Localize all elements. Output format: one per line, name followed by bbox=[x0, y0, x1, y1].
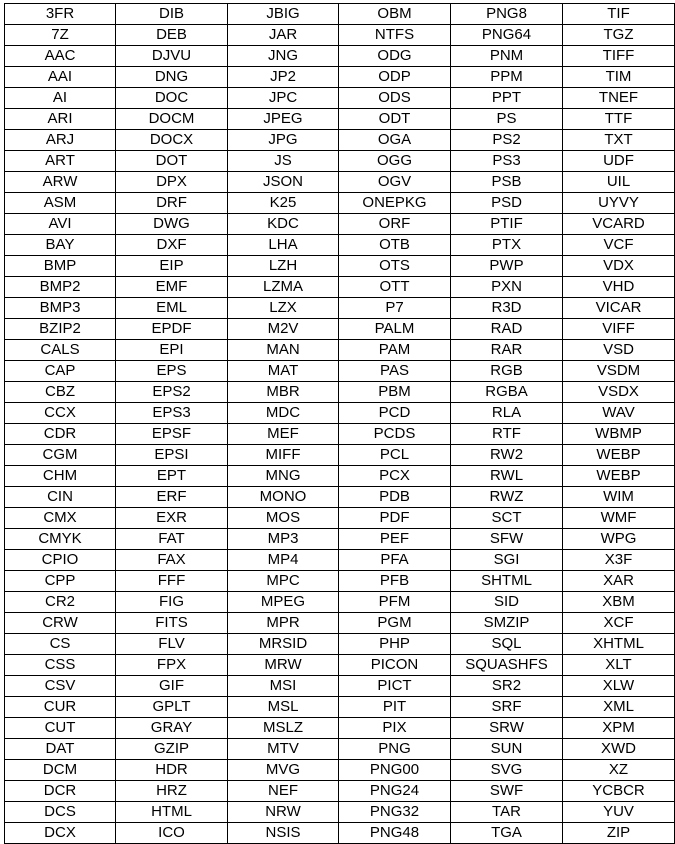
table-cell: FIG bbox=[116, 592, 228, 613]
table-cell: ASM bbox=[5, 193, 116, 214]
table-cell: MIFF bbox=[228, 445, 339, 466]
table-cell: RAD bbox=[451, 319, 563, 340]
table-row bbox=[5, 529, 675, 550]
table-cell: WPG bbox=[563, 529, 675, 550]
table-cell: PFA bbox=[339, 550, 451, 571]
table-cell: BMP2 bbox=[5, 277, 116, 298]
table-cell: JS bbox=[228, 151, 339, 172]
table-cell: PNG bbox=[339, 739, 451, 760]
table-row bbox=[5, 613, 675, 634]
table-cell: ZIP bbox=[563, 823, 675, 844]
table-cell: NRW bbox=[228, 802, 339, 823]
table-cell: SQL bbox=[451, 634, 563, 655]
table-cell: MNG bbox=[228, 466, 339, 487]
table-cell: ARJ bbox=[5, 130, 116, 151]
table-cell: PXN bbox=[451, 277, 563, 298]
table-cell: MAN bbox=[228, 340, 339, 361]
table-cell: MP4 bbox=[228, 550, 339, 571]
table-cell: SMZIP bbox=[451, 613, 563, 634]
table-cell: TGZ bbox=[563, 25, 675, 46]
table-cell: FITS bbox=[116, 613, 228, 634]
table-cell: NTFS bbox=[339, 25, 451, 46]
table-cell: WIM bbox=[563, 487, 675, 508]
table-cell: JSON bbox=[228, 172, 339, 193]
table-cell: XWD bbox=[563, 739, 675, 760]
table-cell: PNG8 bbox=[451, 4, 563, 25]
table-cell: CIN bbox=[5, 487, 116, 508]
table-cell: DJVU bbox=[116, 46, 228, 67]
table-cell: CMX bbox=[5, 508, 116, 529]
table-cell: PPT bbox=[451, 88, 563, 109]
table-cell: PIX bbox=[339, 718, 451, 739]
table-cell: WEBP bbox=[563, 445, 675, 466]
table-cell: WBMP bbox=[563, 424, 675, 445]
table-cell: AAI bbox=[5, 67, 116, 88]
table-cell: PCD bbox=[339, 403, 451, 424]
table-row bbox=[5, 340, 675, 361]
table-cell: LHA bbox=[228, 235, 339, 256]
table-cell: PEF bbox=[339, 529, 451, 550]
table-cell: YCBCR bbox=[563, 781, 675, 802]
table-cell: FLV bbox=[116, 634, 228, 655]
table-cell: OGV bbox=[339, 172, 451, 193]
table-cell: BMP bbox=[5, 256, 116, 277]
table-cell: CPIO bbox=[5, 550, 116, 571]
table-cell: OGA bbox=[339, 130, 451, 151]
table-cell: ERF bbox=[116, 487, 228, 508]
file-format-table bbox=[4, 3, 675, 844]
table-cell: TGA bbox=[451, 823, 563, 844]
table-cell: GRAY bbox=[116, 718, 228, 739]
table-cell: JPEG bbox=[228, 109, 339, 130]
table-cell: ICO bbox=[116, 823, 228, 844]
table-cell: PS3 bbox=[451, 151, 563, 172]
table-cell: CPP bbox=[5, 571, 116, 592]
table-cell: SVG bbox=[451, 760, 563, 781]
table-cell: RWL bbox=[451, 466, 563, 487]
table-row bbox=[5, 277, 675, 298]
table-cell: SGI bbox=[451, 550, 563, 571]
table-row bbox=[5, 382, 675, 403]
table-cell: CBZ bbox=[5, 382, 116, 403]
table-cell: BZIP2 bbox=[5, 319, 116, 340]
table-cell: JPG bbox=[228, 130, 339, 151]
table-row bbox=[5, 25, 675, 46]
table-cell: PICT bbox=[339, 676, 451, 697]
table-row bbox=[5, 130, 675, 151]
table-cell: PGM bbox=[339, 613, 451, 634]
table-cell: VIFF bbox=[563, 319, 675, 340]
table-cell: SR2 bbox=[451, 676, 563, 697]
table-cell: MTV bbox=[228, 739, 339, 760]
table-row bbox=[5, 46, 675, 67]
table-cell: WEBP bbox=[563, 466, 675, 487]
table-cell: PPM bbox=[451, 67, 563, 88]
table-cell: EPS bbox=[116, 361, 228, 382]
table-cell: M2V bbox=[228, 319, 339, 340]
table-cell: GPLT bbox=[116, 697, 228, 718]
table-cell: 7Z bbox=[5, 25, 116, 46]
table-cell: VCARD bbox=[563, 214, 675, 235]
table-cell: TTF bbox=[563, 109, 675, 130]
table-cell: FFF bbox=[116, 571, 228, 592]
table-cell: PNG48 bbox=[339, 823, 451, 844]
table-cell: SID bbox=[451, 592, 563, 613]
table-cell: MSLZ bbox=[228, 718, 339, 739]
table-cell: OTS bbox=[339, 256, 451, 277]
table-cell: P7 bbox=[339, 298, 451, 319]
table-row bbox=[5, 739, 675, 760]
table-cell: EXR bbox=[116, 508, 228, 529]
table-cell: EPT bbox=[116, 466, 228, 487]
table-cell: PFM bbox=[339, 592, 451, 613]
table-cell: ORF bbox=[339, 214, 451, 235]
table-cell: CS bbox=[5, 634, 116, 655]
table-cell: DXF bbox=[116, 235, 228, 256]
table-cell: XZ bbox=[563, 760, 675, 781]
table-cell: MPC bbox=[228, 571, 339, 592]
table-cell: DCX bbox=[5, 823, 116, 844]
table-cell: SHTML bbox=[451, 571, 563, 592]
table-cell: GIF bbox=[116, 676, 228, 697]
table-cell: VICAR bbox=[563, 298, 675, 319]
table-cell: PSB bbox=[451, 172, 563, 193]
table-cell: EIP bbox=[116, 256, 228, 277]
table-cell: OGG bbox=[339, 151, 451, 172]
table-row bbox=[5, 214, 675, 235]
table-cell: CAP bbox=[5, 361, 116, 382]
table-cell: XPM bbox=[563, 718, 675, 739]
table-cell: FPX bbox=[116, 655, 228, 676]
table-cell: EPS2 bbox=[116, 382, 228, 403]
table-row bbox=[5, 508, 675, 529]
table-cell: VCF bbox=[563, 235, 675, 256]
table-cell: JBIG bbox=[228, 4, 339, 25]
table-cell: BAY bbox=[5, 235, 116, 256]
table-cell: MP3 bbox=[228, 529, 339, 550]
table-cell: VHD bbox=[563, 277, 675, 298]
table-cell: SUN bbox=[451, 739, 563, 760]
table-cell: ONEPKG bbox=[339, 193, 451, 214]
table-cell: PSD bbox=[451, 193, 563, 214]
table-cell: JPC bbox=[228, 88, 339, 109]
table-cell: XHTML bbox=[563, 634, 675, 655]
table-row bbox=[5, 655, 675, 676]
table-cell: PAM bbox=[339, 340, 451, 361]
table-cell: PBM bbox=[339, 382, 451, 403]
table-cell: SCT bbox=[451, 508, 563, 529]
table-cell: K25 bbox=[228, 193, 339, 214]
table-cell: SRF bbox=[451, 697, 563, 718]
table-cell: PNG24 bbox=[339, 781, 451, 802]
table-cell: PNG64 bbox=[451, 25, 563, 46]
table-cell: PHP bbox=[339, 634, 451, 655]
table-cell: DOCX bbox=[116, 130, 228, 151]
table-cell: ODG bbox=[339, 46, 451, 67]
table-cell: TIF bbox=[563, 4, 675, 25]
table-row bbox=[5, 676, 675, 697]
table-cell: PS2 bbox=[451, 130, 563, 151]
table-cell: SFW bbox=[451, 529, 563, 550]
table-cell: SQUASHFS bbox=[451, 655, 563, 676]
table-row bbox=[5, 151, 675, 172]
table-cell: PWP bbox=[451, 256, 563, 277]
table-cell: FAT bbox=[116, 529, 228, 550]
table-cell: X3F bbox=[563, 550, 675, 571]
table-cell: RGB bbox=[451, 361, 563, 382]
table-cell: JAR bbox=[228, 25, 339, 46]
table-cell: CSS bbox=[5, 655, 116, 676]
table-cell: FAX bbox=[116, 550, 228, 571]
table-cell: MRW bbox=[228, 655, 339, 676]
table-cell: ARW bbox=[5, 172, 116, 193]
table-cell: CGM bbox=[5, 445, 116, 466]
table-row bbox=[5, 718, 675, 739]
table-row bbox=[5, 403, 675, 424]
table-cell: CUR bbox=[5, 697, 116, 718]
table-cell: JNG bbox=[228, 46, 339, 67]
table-cell: UIL bbox=[563, 172, 675, 193]
table-cell: RWZ bbox=[451, 487, 563, 508]
table-cell: YUV bbox=[563, 802, 675, 823]
table-cell: UDF bbox=[563, 151, 675, 172]
table-cell: VSDM bbox=[563, 361, 675, 382]
table-cell: HDR bbox=[116, 760, 228, 781]
table-cell: XBM bbox=[563, 592, 675, 613]
table-cell: CR2 bbox=[5, 592, 116, 613]
table-cell: XML bbox=[563, 697, 675, 718]
table-cell: MBR bbox=[228, 382, 339, 403]
table-row bbox=[5, 235, 675, 256]
table-cell: EML bbox=[116, 298, 228, 319]
table-cell: DIB bbox=[116, 4, 228, 25]
table-cell: TXT bbox=[563, 130, 675, 151]
table-cell: PDB bbox=[339, 487, 451, 508]
table-cell: CRW bbox=[5, 613, 116, 634]
table-cell: XLW bbox=[563, 676, 675, 697]
table-cell: PNM bbox=[451, 46, 563, 67]
table-cell: RLA bbox=[451, 403, 563, 424]
table-cell: 3FR bbox=[5, 4, 116, 25]
table-cell: PALM bbox=[339, 319, 451, 340]
table-cell: RAR bbox=[451, 340, 563, 361]
table-cell: MSL bbox=[228, 697, 339, 718]
table-cell: CUT bbox=[5, 718, 116, 739]
table-cell: RTF bbox=[451, 424, 563, 445]
table-cell: PFB bbox=[339, 571, 451, 592]
table-cell: NSIS bbox=[228, 823, 339, 844]
table-cell: ODS bbox=[339, 88, 451, 109]
table-cell: CMYK bbox=[5, 529, 116, 550]
table-cell: SRW bbox=[451, 718, 563, 739]
table-cell: EMF bbox=[116, 277, 228, 298]
table-cell: DCM bbox=[5, 760, 116, 781]
table-cell: DCR bbox=[5, 781, 116, 802]
table-cell: DWG bbox=[116, 214, 228, 235]
table-cell: ODP bbox=[339, 67, 451, 88]
table-cell: TAR bbox=[451, 802, 563, 823]
table-cell: AAC bbox=[5, 46, 116, 67]
table-cell: EPS3 bbox=[116, 403, 228, 424]
table-cell: AVI bbox=[5, 214, 116, 235]
table-row bbox=[5, 550, 675, 571]
table-cell: PNG00 bbox=[339, 760, 451, 781]
table-cell: TIM bbox=[563, 67, 675, 88]
table-row bbox=[5, 466, 675, 487]
table-cell: CCX bbox=[5, 403, 116, 424]
table-cell: PCL bbox=[339, 445, 451, 466]
table-cell: DOT bbox=[116, 151, 228, 172]
table-cell: AI bbox=[5, 88, 116, 109]
table-cell: MSI bbox=[228, 676, 339, 697]
table-cell: PICON bbox=[339, 655, 451, 676]
table-row bbox=[5, 256, 675, 277]
table-row bbox=[5, 592, 675, 613]
table-cell: EPSI bbox=[116, 445, 228, 466]
table-row bbox=[5, 424, 675, 445]
table-cell: JP2 bbox=[228, 67, 339, 88]
table-cell: MOS bbox=[228, 508, 339, 529]
table-cell: OTT bbox=[339, 277, 451, 298]
table-cell: RGBA bbox=[451, 382, 563, 403]
table-row bbox=[5, 4, 675, 25]
table-cell: LZMA bbox=[228, 277, 339, 298]
table-row bbox=[5, 319, 675, 340]
table-cell: DPX bbox=[116, 172, 228, 193]
table-cell: KDC bbox=[228, 214, 339, 235]
table-cell: EPDF bbox=[116, 319, 228, 340]
table-cell: ODT bbox=[339, 109, 451, 130]
table-cell: CALS bbox=[5, 340, 116, 361]
table-row bbox=[5, 67, 675, 88]
table-cell: DEB bbox=[116, 25, 228, 46]
table-cell: CDR bbox=[5, 424, 116, 445]
table-cell: BMP3 bbox=[5, 298, 116, 319]
table-row bbox=[5, 760, 675, 781]
table-cell: LZX bbox=[228, 298, 339, 319]
table-cell: UYVY bbox=[563, 193, 675, 214]
table-cell: EPI bbox=[116, 340, 228, 361]
table-row bbox=[5, 298, 675, 319]
table-cell: DCS bbox=[5, 802, 116, 823]
table-row bbox=[5, 781, 675, 802]
table-cell: PNG32 bbox=[339, 802, 451, 823]
table-cell: XLT bbox=[563, 655, 675, 676]
table-cell: DRF bbox=[116, 193, 228, 214]
table-cell: PCDS bbox=[339, 424, 451, 445]
table-cell: DNG bbox=[116, 67, 228, 88]
table-cell: OTB bbox=[339, 235, 451, 256]
table-cell: ARI bbox=[5, 109, 116, 130]
table-cell: PCX bbox=[339, 466, 451, 487]
table-cell: WAV bbox=[563, 403, 675, 424]
table-cell: PTIF bbox=[451, 214, 563, 235]
table-row bbox=[5, 445, 675, 466]
table-cell: TIFF bbox=[563, 46, 675, 67]
table-cell: ART bbox=[5, 151, 116, 172]
table-cell: VDX bbox=[563, 256, 675, 277]
table-cell: MPEG bbox=[228, 592, 339, 613]
table-cell: MRSID bbox=[228, 634, 339, 655]
table-cell: PAS bbox=[339, 361, 451, 382]
table-cell: OBM bbox=[339, 4, 451, 25]
table-cell: MEF bbox=[228, 424, 339, 445]
table-row bbox=[5, 571, 675, 592]
table-cell: PIT bbox=[339, 697, 451, 718]
table-cell: XAR bbox=[563, 571, 675, 592]
table-row bbox=[5, 634, 675, 655]
table-cell: GZIP bbox=[116, 739, 228, 760]
table-cell: XCF bbox=[563, 613, 675, 634]
table-cell: PTX bbox=[451, 235, 563, 256]
table-cell: NEF bbox=[228, 781, 339, 802]
table-cell: MONO bbox=[228, 487, 339, 508]
table-row bbox=[5, 361, 675, 382]
table-row bbox=[5, 802, 675, 823]
table-cell: EPSF bbox=[116, 424, 228, 445]
table-row bbox=[5, 109, 675, 130]
table-row bbox=[5, 823, 675, 844]
table-cell: MAT bbox=[228, 361, 339, 382]
table-cell: R3D bbox=[451, 298, 563, 319]
table-cell: TNEF bbox=[563, 88, 675, 109]
table-cell: RW2 bbox=[451, 445, 563, 466]
table-row bbox=[5, 193, 675, 214]
table-cell: CSV bbox=[5, 676, 116, 697]
table-row bbox=[5, 487, 675, 508]
table-cell: MPR bbox=[228, 613, 339, 634]
table-cell: MVG bbox=[228, 760, 339, 781]
table-cell: LZH bbox=[228, 256, 339, 277]
table-cell: DOCM bbox=[116, 109, 228, 130]
table-cell: CHM bbox=[5, 466, 116, 487]
table-cell: SWF bbox=[451, 781, 563, 802]
table-row bbox=[5, 88, 675, 109]
table-cell: PS bbox=[451, 109, 563, 130]
table-row bbox=[5, 697, 675, 718]
table-cell: DAT bbox=[5, 739, 116, 760]
table-cell: DOC bbox=[116, 88, 228, 109]
table-cell: MDC bbox=[228, 403, 339, 424]
table-cell: HTML bbox=[116, 802, 228, 823]
table-body bbox=[5, 4, 675, 844]
table-row bbox=[5, 172, 675, 193]
table-cell: PDF bbox=[339, 508, 451, 529]
table-cell: HRZ bbox=[116, 781, 228, 802]
table-cell: VSDX bbox=[563, 382, 675, 403]
table-cell: VSD bbox=[563, 340, 675, 361]
table-cell: WMF bbox=[563, 508, 675, 529]
